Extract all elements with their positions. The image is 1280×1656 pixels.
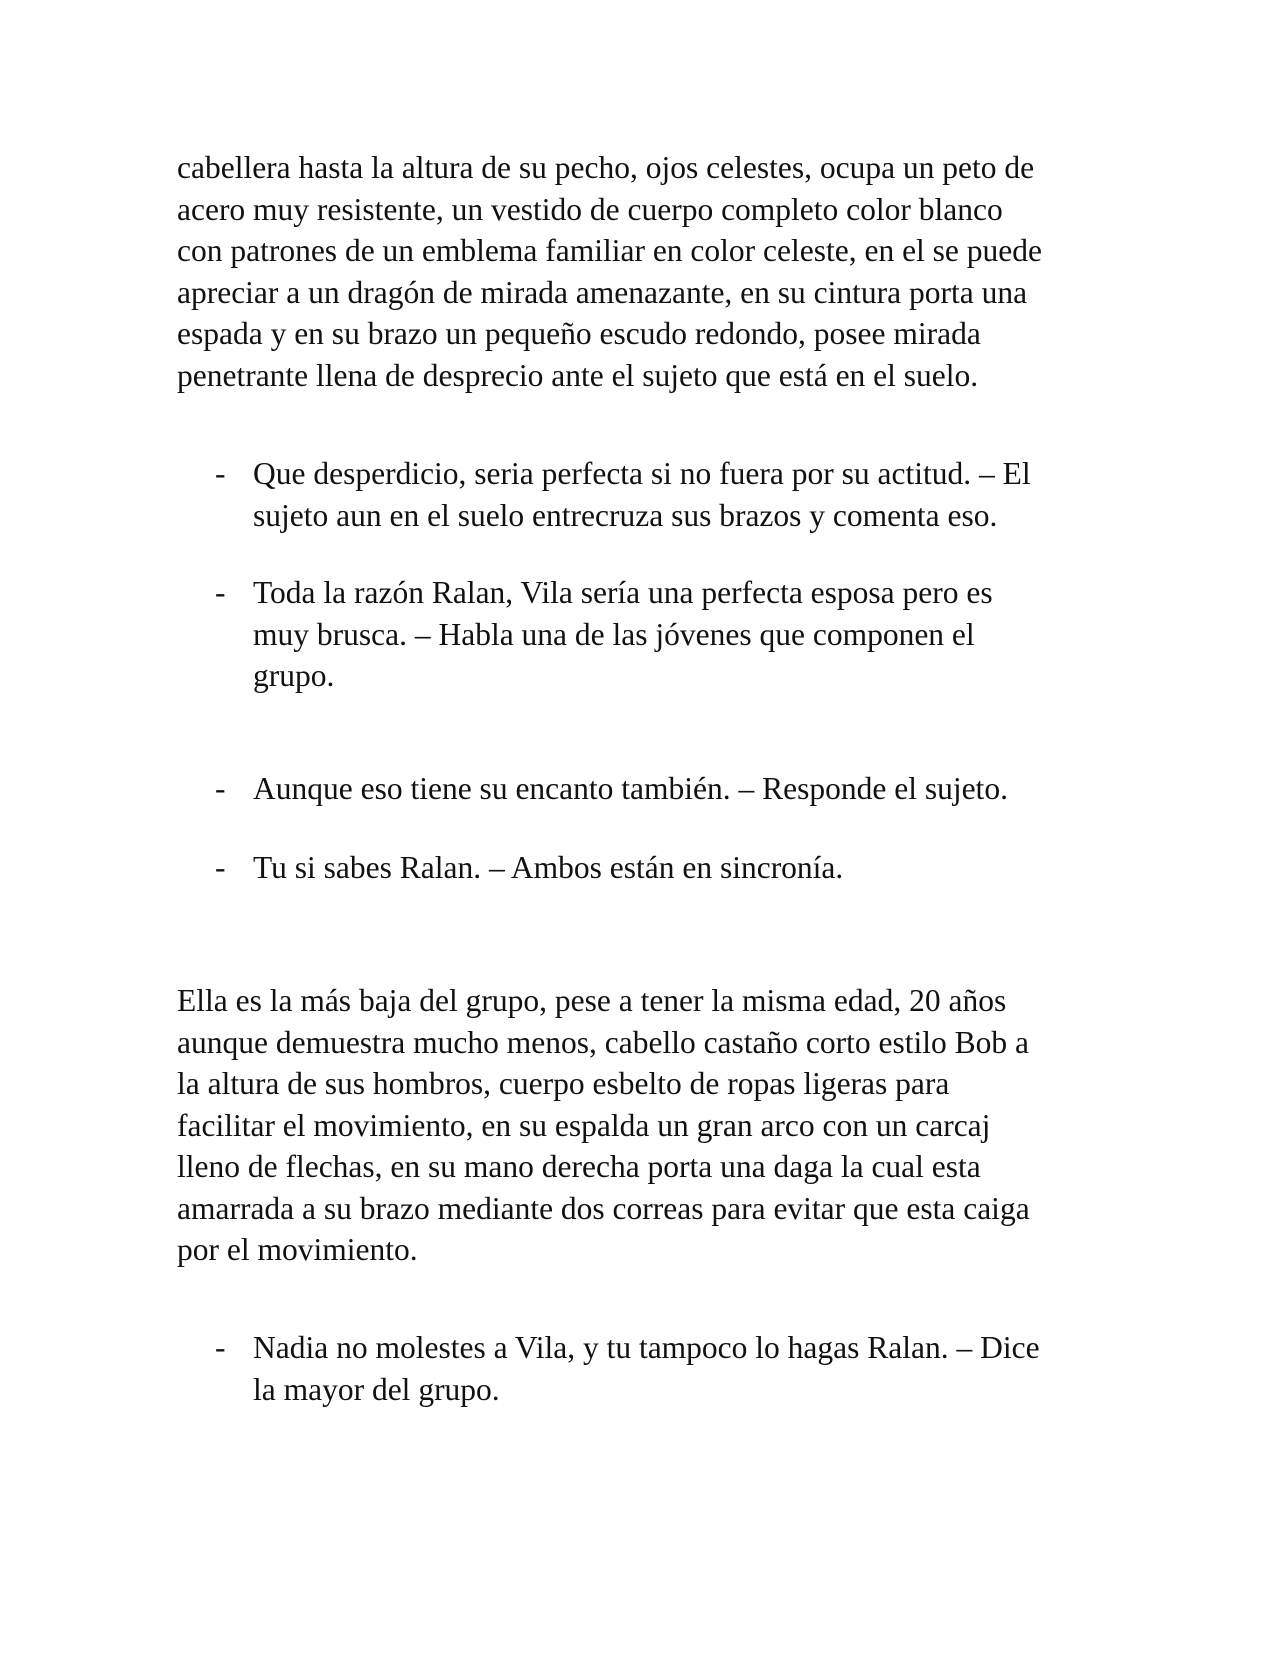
dialogue-text: Toda la razón Ralan, Vila sería una perfecta esposa pero es muy brusca. – Habla una de las jóvenes que componen el grupo. <box>253 575 993 693</box>
dialogue-line-1 <box>177 453 1117 536</box>
dialogue-dash: - <box>215 771 226 806</box>
dialogue-text: Que desperdicio, seria perfecta si no fuera por su actitud. – El sujeto aun en el suelo entrecruza sus brazos y comenta eso. <box>253 456 1031 533</box>
dialogue-dash: - <box>215 850 226 885</box>
dialogue-text: Aunque eso tiene su encanto también. – Responde el sujeto. <box>253 771 1008 806</box>
dialogue-dash: - <box>215 456 226 491</box>
dialogue-line-3 <box>177 768 1117 810</box>
dialogue-text: Nadia no molestes a Vila, y tu tampoco lo hagas Ralan. – Dice la mayor del grupo. <box>253 1330 1040 1407</box>
dialogue-line-5 <box>177 1327 1117 1410</box>
dialogue-dash: - <box>215 1330 226 1365</box>
dialogue-dash: - <box>215 575 226 610</box>
dialogue-line-2 <box>177 572 1117 697</box>
description-paragraph-1: cabellera hasta la altura de su pecho, ojos celestes, ocupa un peto de acero muy resistente, un vestido de cuerpo completo color blanco con patrones de un emblema familiar en color celeste, en el se puede apreciar a un dragón de mirada amenazante, en su cintura porta una espada y en su brazo un pequeño escudo redondo, posee mirada penetrante llena de desprecio ante el sujeto que está en el suelo. <box>177 150 1043 393</box>
dialogue-text: Tu si sabes Ralan. – Ambos están en sincronía. <box>253 850 844 885</box>
description-paragraph-2: Ella es la más baja del grupo, pese a tener la misma edad, 20 años aunque demuestra mucho menos, cabello castaño corto estilo Bob a la altura de sus hombros, cuerpo esbelto de ropas ligeras para facilitar el movimiento, en su espalda un gran arco con un carcaj lleno de flechas, en su mano derecha porta una daga la cual esta amarrada a su brazo mediante dos correas para evitar que esta caiga por el movimiento. <box>177 983 1030 1267</box>
dialogue-line-4 <box>177 847 1117 889</box>
